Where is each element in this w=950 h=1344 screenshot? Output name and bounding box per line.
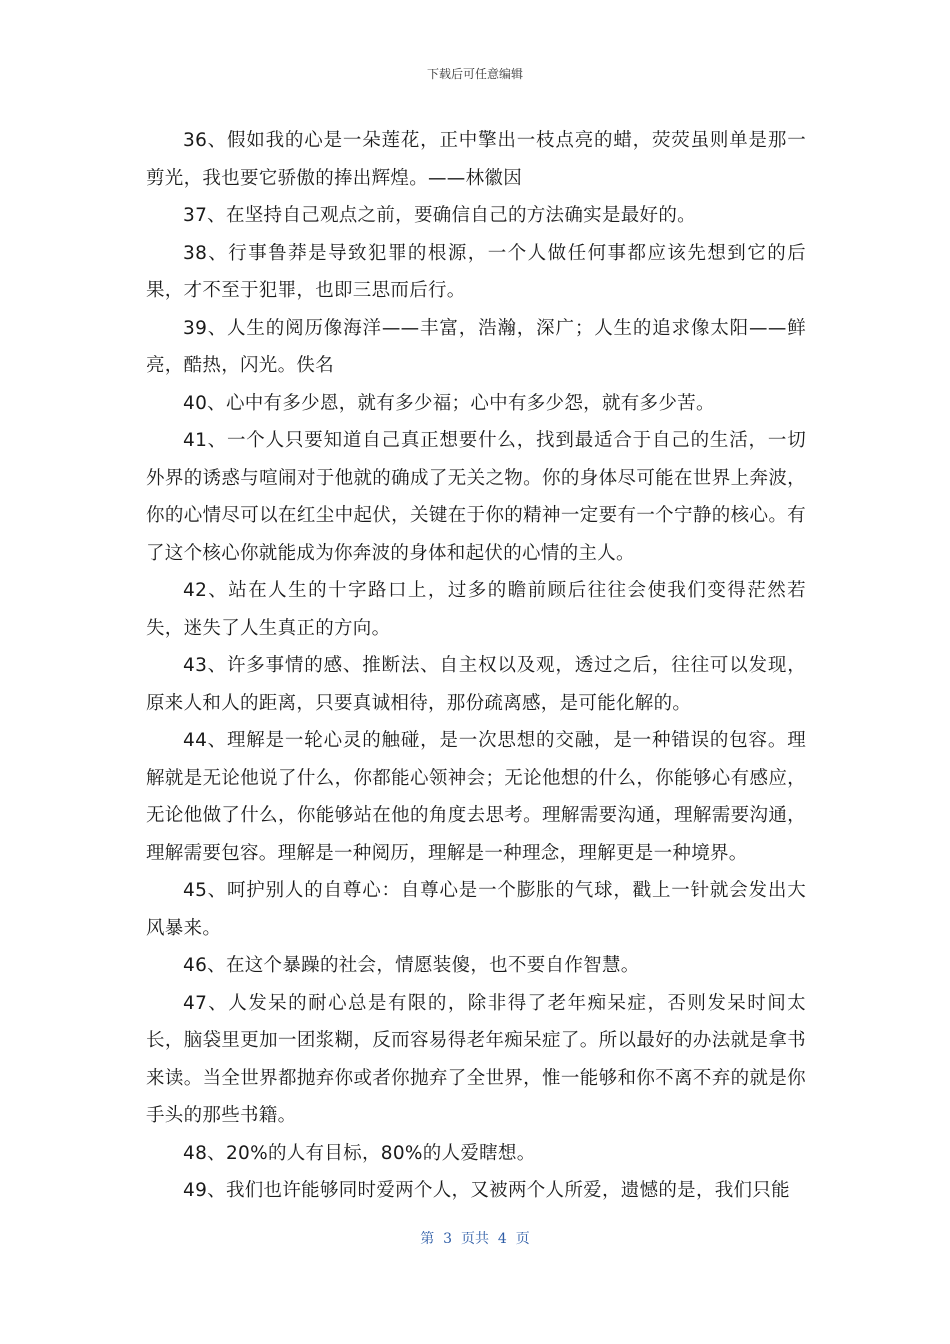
quote-paragraph-41: 41、一个人只要知道自己真正想要什么，找到最适合于自己的生活，一切外界的诱惑与喧闹对于他就的确成了无关之物。你的身体尽可能在世界上奔波，你的心情尽可以在红尘中起伏，关键在于你的精神一定要有一个宁静的核心。有了这个核心你就能成为你奔波的身体和起伏的心情的主人。 bbox=[146, 430, 806, 564]
quote-paragraph-39: 39、人生的阅历像海洋——丰富，浩瀚，深广；人生的追求像太阳——鲜亮，酷热，闪光。佚名 bbox=[146, 317, 806, 376]
quote-paragraph-42: 42、站在人生的十字路口上，过多的瞻前顾后往往会使我们变得茫然若失，迷失了人生真正的方向。 bbox=[146, 580, 806, 639]
quote-paragraph-48: 48、20%的人有目标，80%的人爱瞎想。 bbox=[183, 1142, 536, 1164]
quote-paragraph-40: 40、心中有多少恩，就有多少福；心中有多少怨，就有多少苦。 bbox=[183, 392, 715, 414]
quote-paragraph-49: 49、我们也许能够同时爱两个人，又被两个人所爱，遗憾的是，我们只能 bbox=[183, 1180, 790, 1201]
quote-paragraph-38: 38、行事鲁莽是导致犯罪的根源，一个人做任何事都应该先想到它的后果，才不至于犯罪，也即三思而后行。 bbox=[146, 242, 806, 301]
quote-paragraph-37: 37、在坚持自己观点之前，要确信自己的方法确实是最好的。 bbox=[183, 205, 696, 226]
page-number-footer: 第 3 页共 4 页 bbox=[420, 1231, 530, 1247]
quote-paragraph-44: 44、理解是一轮心灵的触碰，是一次思想的交融，是一种错误的包容。理解就是无论他说了什么，你都能心领神会；无论他想的什么，你能够心有感应，无论他做了什么，你能够站在他的角度去思考。理解需要沟通，理解需要沟通，理解需要包容。理解是一种阅历，理解是一种理念，理解更是一种境界。 bbox=[146, 730, 806, 864]
quote-paragraph-47: 47、人发呆的耐心总是有限的，除非得了老年痴呆症，否则发呆时间太长，脑袋里更加一团浆糊，反而容易得老年痴呆症了。所以最好的办法就是拿书来读。当全世界都抛弃你或者你抛弃了全世界，惟一能够和你不离不弃的就是你手头的那些书籍。 bbox=[146, 992, 806, 1126]
document-body bbox=[146, 122, 806, 1210]
page-header-note: 下载后可任意编辑 bbox=[426, 67, 523, 81]
quote-paragraph-46: 46、在这个暴躁的社会，情愿装傻，也不要自作智慧。 bbox=[183, 955, 640, 976]
quote-paragraph-43: 43、许多事情的感、推断法、自主权以及观，透过之后，往往可以发现，原来人和人的距离，只要真诚相待，那份疏离感，是可能化解的。 bbox=[146, 655, 806, 714]
quote-paragraph-45: 45、呵护别人的自尊心：自尊心是一个膨胀的气球，戳上一针就会发出大风暴来。 bbox=[146, 880, 806, 939]
quote-paragraph-36: 36、假如我的心是一朵莲花，正中擎出一枝点亮的蜡，荧荧虽则单是那一剪光，我也要它骄傲的捧出辉煌。——林徽因 bbox=[146, 130, 806, 189]
